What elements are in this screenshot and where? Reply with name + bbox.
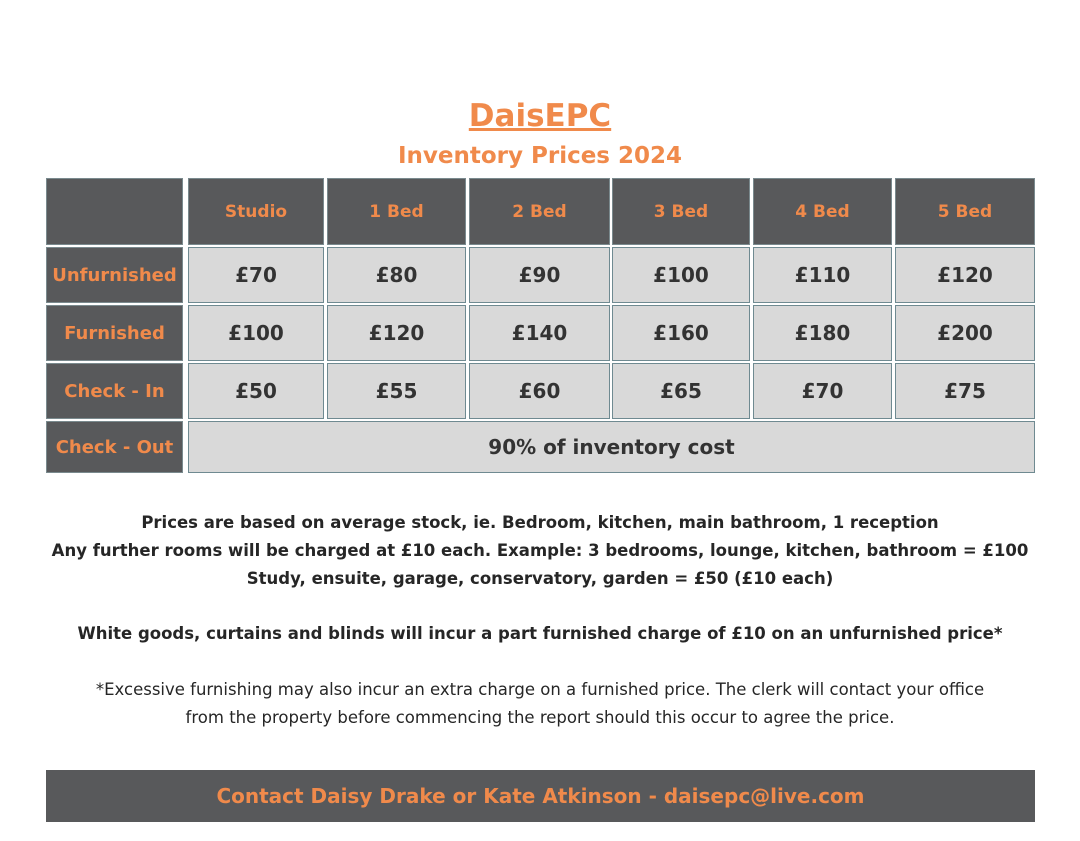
price-cell: £70 xyxy=(188,247,324,303)
note-line-5: *Excessive furnishing may also incur an extra charge on a furnished price. The clerk will contact your office xyxy=(95,680,985,699)
price-cell: £100 xyxy=(188,305,324,361)
column-header: Studio xyxy=(188,178,324,245)
page-subtitle: Inventory Prices 2024 xyxy=(397,143,683,169)
price-cell: £50 xyxy=(188,363,324,419)
note-line-1: Prices are based on average stock, ie. Bedroom, kitchen, main bathroom, 1 reception xyxy=(141,513,939,532)
checkout-price-cell: 90% of inventory cost xyxy=(188,421,1035,473)
column-header: 4 Bed xyxy=(753,178,892,245)
price-cell: £110 xyxy=(753,247,892,303)
price-cell: £200 xyxy=(895,305,1035,361)
column-header: 1 Bed xyxy=(327,178,466,245)
table-corner-cell xyxy=(46,178,183,245)
price-cell: £70 xyxy=(753,363,892,419)
page-title: DaisEPC xyxy=(468,98,612,134)
row-header: Unfurnished xyxy=(46,247,183,303)
price-cell: £80 xyxy=(327,247,466,303)
price-cell: £65 xyxy=(612,363,750,419)
price-cell: £75 xyxy=(895,363,1035,419)
column-header: 3 Bed xyxy=(612,178,750,245)
price-cell: £120 xyxy=(327,305,466,361)
row-header: Furnished xyxy=(46,305,183,361)
column-header: 2 Bed xyxy=(469,178,610,245)
contact-footer: Contact Daisy Drake or Kate Atkinson - daisepc@live.com xyxy=(46,770,1035,822)
price-cell: £160 xyxy=(612,305,750,361)
note-line-3: Study, ensuite, garage, conservatory, garden = £50 (£10 each) xyxy=(246,569,834,588)
note-line-2: Any further rooms will be charged at £10 each. Example: 3 bedrooms, lounge, kitchen, bathroom = £100 xyxy=(51,541,1029,560)
price-cell: £90 xyxy=(469,247,610,303)
price-cell: £55 xyxy=(327,363,466,419)
price-cell: £140 xyxy=(469,305,610,361)
column-header: 5 Bed xyxy=(895,178,1035,245)
price-cell: £180 xyxy=(753,305,892,361)
note-line-6: from the property before commencing the report should this occur to agree the price. xyxy=(185,708,895,727)
price-cell: £120 xyxy=(895,247,1035,303)
row-header: Check - In xyxy=(46,363,183,419)
note-line-4: White goods, curtains and blinds will incur a part furnished charge of £10 on an unfurnished price* xyxy=(77,624,1003,643)
price-cell: £60 xyxy=(469,363,610,419)
price-cell: £100 xyxy=(612,247,750,303)
row-header-checkout: Check - Out xyxy=(46,421,183,473)
